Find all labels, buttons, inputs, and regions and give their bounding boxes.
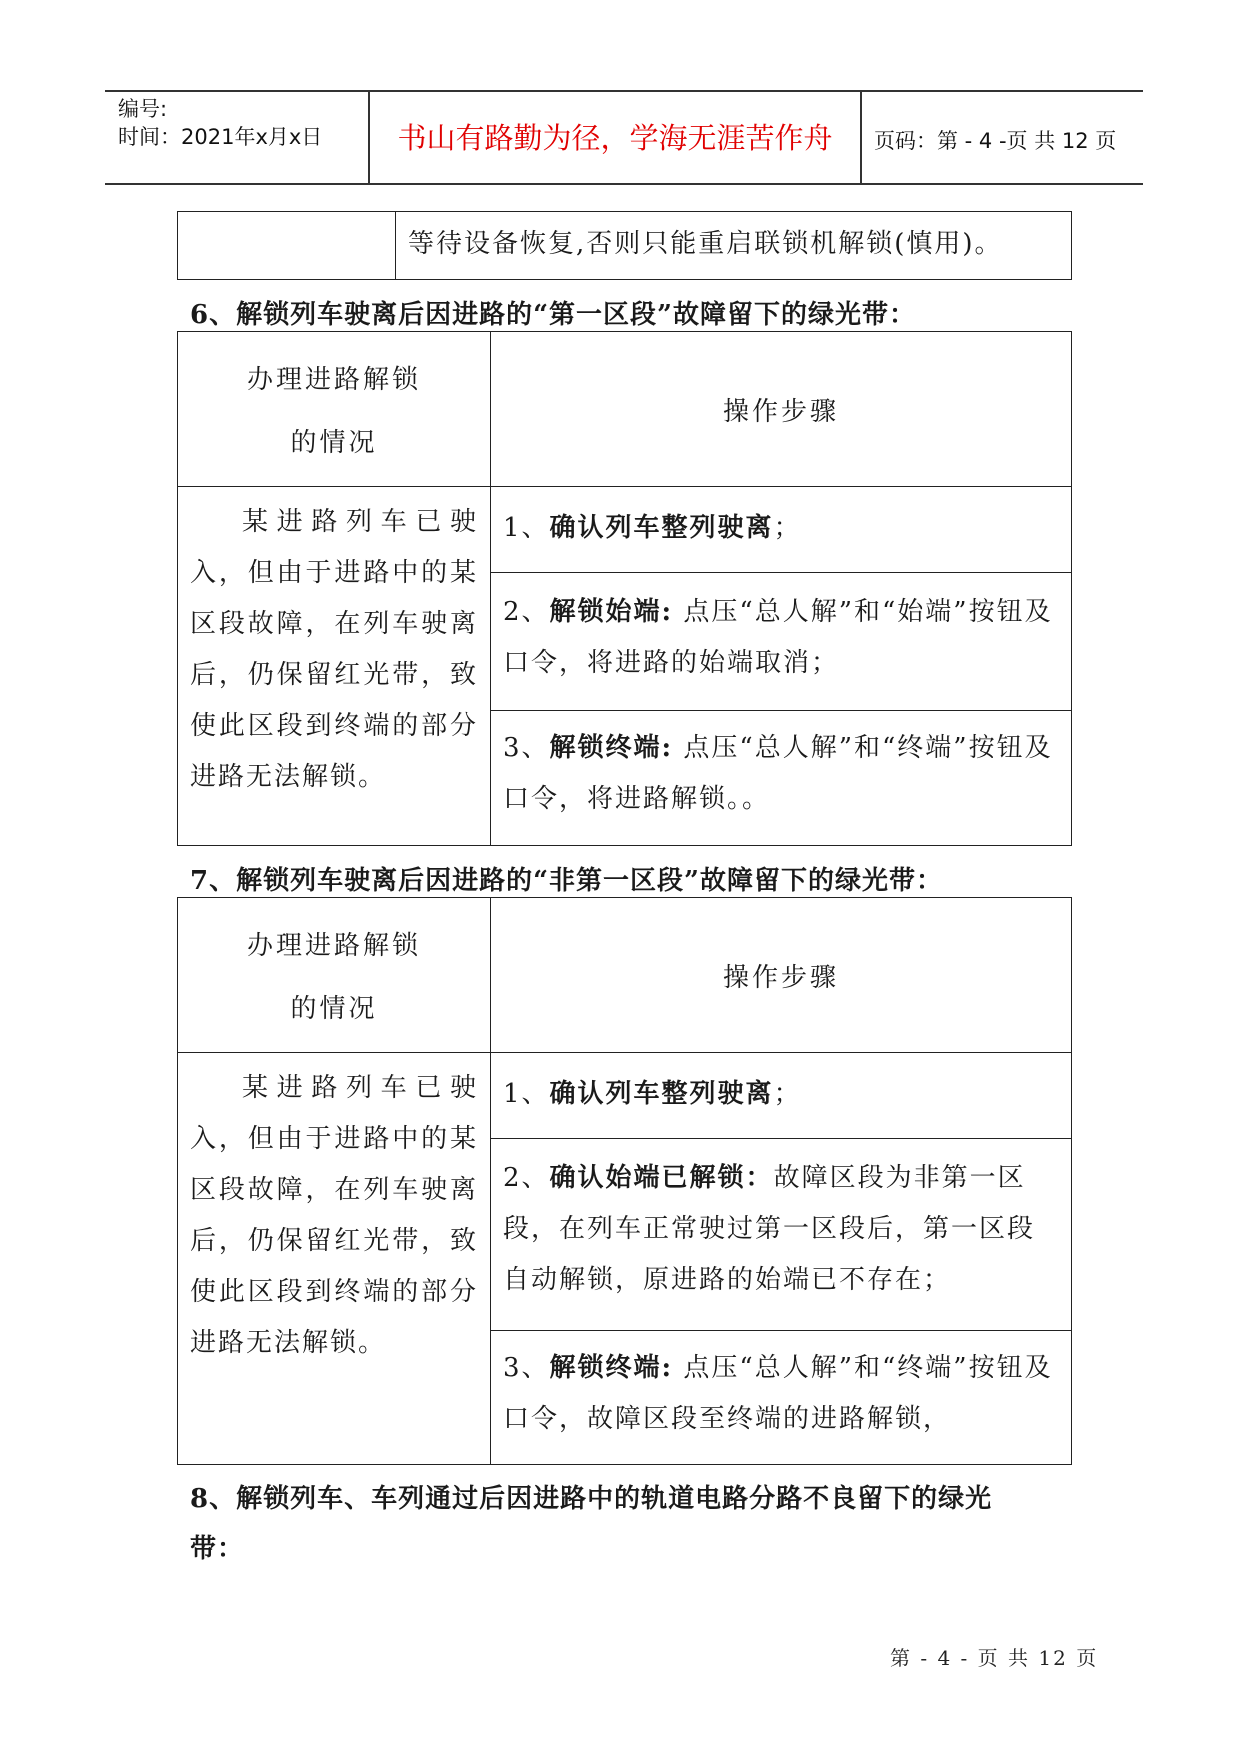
section8-title-line2: 带： <box>190 1534 245 1564</box>
step-prefix: 2、 <box>503 597 550 627</box>
step-bold: 确认始端已解锁： <box>549 1163 774 1193</box>
section6-col1-header <box>178 332 491 487</box>
step-prefix: 3、 <box>503 733 550 763</box>
section7-col1-header-line2: 的情况 <box>290 994 378 1024</box>
step-rest: 点压“总人解”和“始端”按钮及口令，将进路的始端取消； <box>503 597 1053 678</box>
section6-step1-cell <box>491 487 1072 573</box>
header-divider-right <box>860 92 862 185</box>
section6-situation: 某进路列车已驶入，但由于进路中的某区段故障，在列车驶离后，仍保留红光带，致使此区段到终端的部分进路无法解锁。 <box>190 507 478 792</box>
empty-cell <box>178 212 396 280</box>
step-rest: 点压“总人解”和“终端”按钮及口令，将进路解锁。。 <box>503 733 1053 814</box>
step-rest: ； <box>773 513 802 543</box>
section6-situation-cell <box>178 487 491 846</box>
step-rest: ； <box>773 1079 802 1109</box>
time-label: 时间：2021年x月x日 <box>118 125 323 149</box>
motto: 书山有路勤为径，学海无涯苦作舟 <box>397 121 833 155</box>
section7-title: 7、解锁列车驶离后因进路的“非第一区段”故障留下的绿光带： <box>190 866 944 896</box>
serial-label: 编号: <box>118 97 168 121</box>
header-bottom-rule <box>105 183 1143 185</box>
continuation-text-cell <box>396 212 1072 280</box>
section7-step3-cell <box>491 1331 1072 1465</box>
continuation-text: 等待设备恢复,否则只能重启联锁机解锁(慎用)。 <box>408 229 1003 259</box>
step-bold: 确认列车整列驶离 <box>549 1079 774 1109</box>
page-code: 页码：第 - 4 -页 共 12 页 <box>874 129 1117 153</box>
step-prefix: 1、 <box>503 513 550 543</box>
section7-step1-cell <box>491 1053 1072 1139</box>
step-rest: 故障区段为非第一区段，在列车正常驶过第一区段后，第一区段自动解锁，原进路的始端已不存在； <box>503 1163 1036 1295</box>
step-prefix: 3、 <box>503 1353 550 1383</box>
step-prefix: 1、 <box>503 1079 550 1109</box>
step-bold: 确认列车整列驶离 <box>549 513 774 543</box>
section6-col1-header-line2: 的情况 <box>290 428 378 458</box>
continuation-table <box>177 211 1072 280</box>
section6-step3-cell <box>491 711 1072 846</box>
section6-col2-header: 操作步骤 <box>491 332 1072 487</box>
step-bold: 解锁始端: <box>549 597 674 627</box>
step-rest: 点压“总人解”和“终端”按钮及口令，故障区段至终端的进路解锁， <box>503 1353 1053 1434</box>
section7-table <box>177 897 1072 1465</box>
section7-col1-header-line1: 办理进路解锁 <box>246 931 421 961</box>
step-bold: 解锁终端: <box>549 733 674 763</box>
section6-step2-cell <box>491 573 1072 711</box>
section8-title-line1: 8、解锁列车、车列通过后因进路中的轨道电路分路不良留下的绿光 <box>190 1484 993 1514</box>
section7-situation-cell <box>178 1053 491 1465</box>
section7-col2-header: 操作步骤 <box>491 898 1072 1053</box>
section6-title: 6、解锁列车驶离后因进路的“第一区段”故障留下的绿光带： <box>190 300 917 330</box>
step-bold: 解锁终端: <box>549 1353 674 1383</box>
header-top-rule <box>105 90 1143 92</box>
step-prefix: 2、 <box>503 1163 550 1193</box>
section7-step2-cell <box>491 1139 1072 1331</box>
section7-col1-header <box>178 898 491 1053</box>
section6-table <box>177 331 1072 846</box>
section7-situation: 某进路列车已驶入，但由于进路中的某区段故障，在列车驶离后，仍保留红光带，致使此区段到终端的部分进路无法解锁。 <box>190 1073 478 1358</box>
section6-col1-header-line1: 办理进路解锁 <box>246 365 421 395</box>
page-footer: 第 - 4 - 页 共 12 页 <box>890 1646 1099 1670</box>
